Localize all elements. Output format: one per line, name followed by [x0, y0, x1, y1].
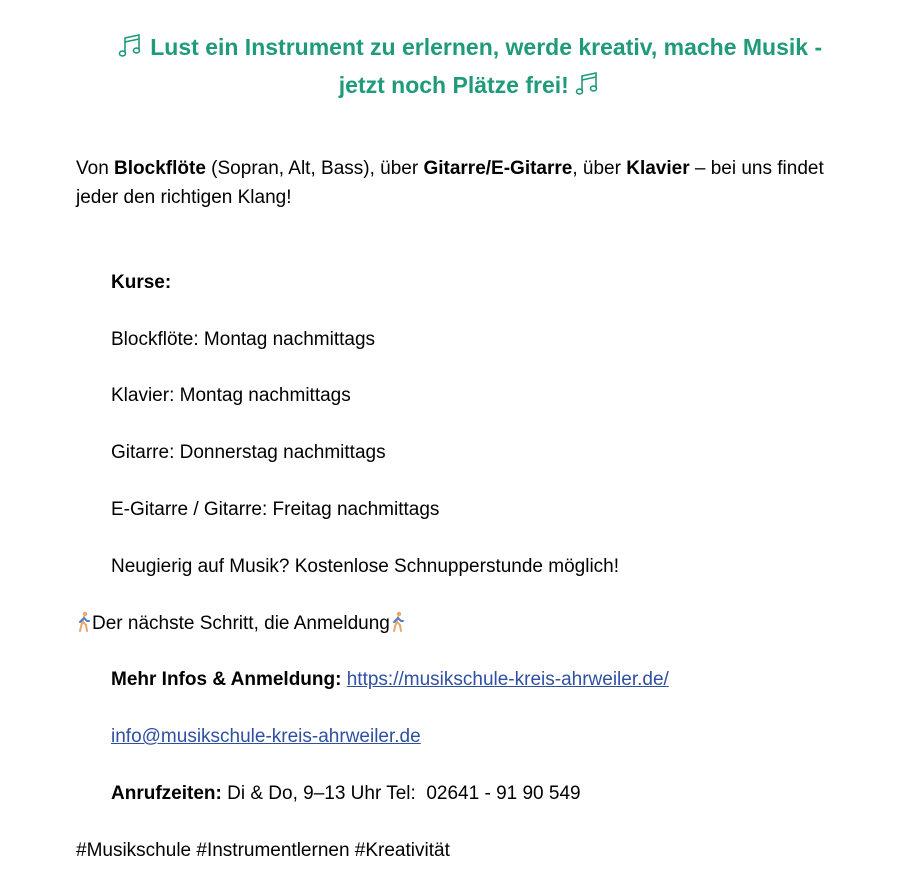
- music-note-icon: [118, 33, 144, 59]
- call-hours-text: Di & Do, 9–13 Uhr Tel: 02641 - 91 90 549: [221, 783, 581, 804]
- hashtags: #Musikschule #Instrumentlernen #Kreativität: [76, 840, 450, 861]
- courses-heading-text: Kurse:: [111, 272, 172, 293]
- trial-lesson-note: Neugierig auf Musik? Kostenlose Schnupperstunde möglich!: [111, 556, 620, 577]
- intro-bold-recorder: Blockflöte: [114, 158, 206, 179]
- next-step-text: Der nächste Schritt, die Anmeldung: [92, 613, 390, 634]
- course-item: Gitarre: Donnerstag nachmittags: [111, 442, 386, 463]
- headline-text-1: Lust ein Instrument zu erlernen, werde kreativ, mache Musik -: [150, 34, 823, 60]
- website-link[interactable]: https://musikschule-kreis-ahrweiler.de/: [346, 669, 669, 690]
- intro-text: (Sopran, Alt, Bass), über: [205, 158, 424, 179]
- headline: [60, 28, 880, 104]
- call-hours-label: Anrufzeiten:: [111, 783, 222, 804]
- next-step-line: [76, 611, 406, 637]
- person-walking-icon: [76, 611, 92, 633]
- music-note-icon: [575, 71, 601, 97]
- person-walking-icon: [390, 611, 406, 633]
- email-link[interactable]: info@musikschule-kreis-ahrweiler.de: [111, 726, 421, 747]
- intro-bold-guitar: Gitarre/E-Gitarre: [423, 158, 573, 179]
- courses-heading: [111, 270, 171, 296]
- email-line: [111, 724, 421, 750]
- headline-text-2: jetzt noch Plätze frei!: [338, 72, 569, 98]
- course-item: E-Gitarre / Gitarre: Freitag nachmittags: [111, 499, 440, 520]
- headline-line-1: [60, 28, 880, 66]
- course-item: Blockflöte: Montag nachmittags: [111, 329, 376, 350]
- call-hours-line: [111, 781, 581, 807]
- intro-text: , über: [572, 158, 627, 179]
- info-line: [111, 667, 669, 693]
- intro-text: – bei uns findet jeder den richtigen Klang!: [76, 158, 824, 208]
- headline-line-2: [60, 66, 880, 104]
- intro-bold-piano: Klavier: [626, 158, 690, 179]
- intro-text: Von: [76, 158, 115, 179]
- intro-paragraph: [76, 154, 866, 212]
- info-label: Mehr Infos & Anmeldung:: [111, 669, 342, 690]
- course-item: Klavier: Montag nachmittags: [111, 385, 351, 406]
